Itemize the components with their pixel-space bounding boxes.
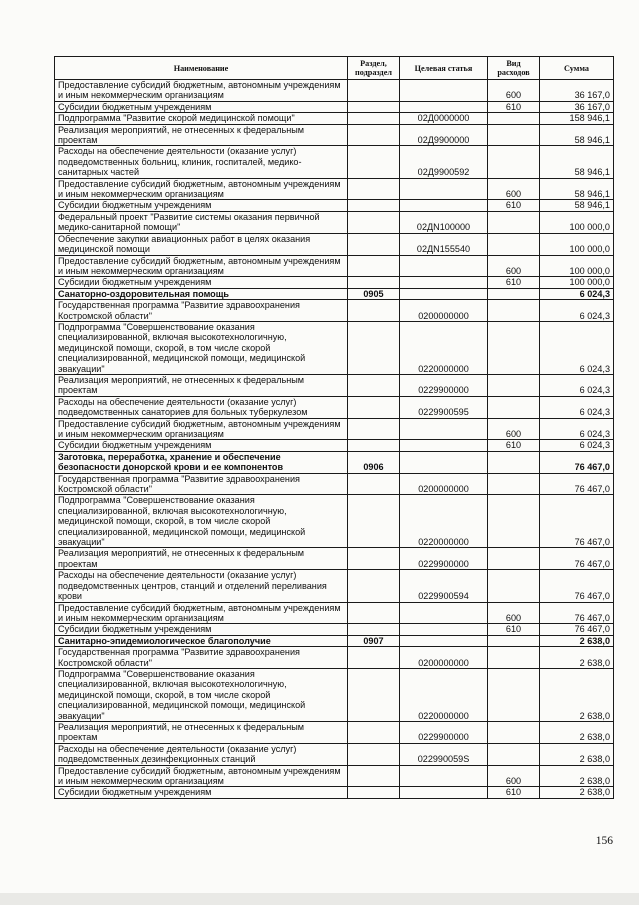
cell-section [348, 548, 400, 570]
cell-target [400, 765, 488, 787]
table-row [55, 113, 614, 124]
cell-kind [488, 288, 540, 299]
table-row [55, 570, 614, 602]
cell-section [348, 787, 400, 798]
cell-target [400, 440, 488, 451]
cell-name: Подпрограмма "Совершенствование оказания специализированной, включая высокотехнологичную, медицинской помощи, скорой, в том числе скорой специализированной, медицинской помощи, медицинской эвакуации" [55, 495, 348, 548]
cell-section [348, 668, 400, 721]
cell-target [400, 787, 488, 798]
cell-sum: 6 024,3 [540, 440, 614, 451]
cell-section: 0906 [348, 451, 400, 473]
cell-name: Подпрограмма "Развитие скорой медицинской помощи" [55, 113, 348, 124]
table-row [55, 233, 614, 255]
cell-sum: 2 638,0 [540, 647, 614, 669]
cell-section [348, 101, 400, 112]
table-row [55, 647, 614, 669]
cell-kind: 610 [488, 277, 540, 288]
table-row [55, 211, 614, 233]
cell-sum: 2 638,0 [540, 765, 614, 787]
cell-sum: 6 024,3 [540, 374, 614, 396]
cell-sum: 2 638,0 [540, 721, 614, 743]
cell-section [348, 124, 400, 146]
table-row [55, 321, 614, 374]
cell-sum: 58 946,1 [540, 178, 614, 200]
cell-target [400, 80, 488, 102]
cell-name: Расходы на обеспечение деятельности (оказание услуг) подведомственных центров, станций и отделений переливания крови [55, 570, 348, 602]
cell-name: Государственная программа "Развитие здравоохранения Костромской области" [55, 473, 348, 495]
table-row [55, 602, 614, 624]
cell-name: Расходы на обеспечение деятельности (оказание услуг) подведомственных санаториев для больных туберкулезом [55, 396, 348, 418]
cell-sum: 2 638,0 [540, 743, 614, 765]
cell-name: Государственная программа "Развитие здравоохранения Костромской области" [55, 300, 348, 322]
table-row [55, 495, 614, 548]
table-row [55, 743, 614, 765]
cell-name: Субсидии бюджетным учреждениям [55, 440, 348, 451]
cell-sum: 76 467,0 [540, 602, 614, 624]
cell-name: Предоставление субсидий бюджетным, автономным учреждениям и иным некоммерческим организациям [55, 255, 348, 277]
cell-kind [488, 396, 540, 418]
table-row [55, 473, 614, 495]
cell-kind [488, 146, 540, 178]
cell-kind [488, 548, 540, 570]
cell-section [348, 374, 400, 396]
cell-kind [488, 495, 540, 548]
cell-sum: 100 000,0 [540, 233, 614, 255]
table-row [55, 721, 614, 743]
cell-target: 02Д9900592 [400, 146, 488, 178]
cell-name: Субсидии бюджетным учреждениям [55, 787, 348, 798]
cell-kind: 600 [488, 602, 540, 624]
cell-kind [488, 374, 540, 396]
cell-target: 0229900000 [400, 721, 488, 743]
cell-target: 02ДN155540 [400, 233, 488, 255]
cell-kind [488, 473, 540, 495]
cell-name: Предоставление субсидий бюджетным, автономным учреждениям и иным некоммерческим организациям [55, 178, 348, 200]
cell-kind: 600 [488, 80, 540, 102]
cell-target: 022990059S [400, 743, 488, 765]
header-section: Раздел, подраздел [348, 57, 400, 80]
cell-sum: 2 638,0 [540, 787, 614, 798]
cell-section [348, 200, 400, 211]
cell-target [400, 255, 488, 277]
cell-target: 02Д9900000 [400, 124, 488, 146]
cell-name: Субсидии бюджетным учреждениям [55, 277, 348, 288]
table-row [55, 101, 614, 112]
cell-section [348, 473, 400, 495]
page-number: 156 [595, 835, 613, 847]
cell-name: Реализация мероприятий, не отнесенных к федеральным проектам [55, 374, 348, 396]
cell-sum: 6 024,3 [540, 396, 614, 418]
cell-name: Реализация мероприятий, не отнесенных к федеральным проектам [55, 548, 348, 570]
table-header-row [55, 57, 614, 80]
cell-sum: 76 467,0 [540, 473, 614, 495]
cell-sum: 76 467,0 [540, 548, 614, 570]
cell-sum: 58 946,1 [540, 146, 614, 178]
cell-section [348, 602, 400, 624]
cell-kind: 610 [488, 787, 540, 798]
cell-kind [488, 647, 540, 669]
cell-sum: 6 024,3 [540, 288, 614, 299]
cell-target [400, 101, 488, 112]
table-row [55, 374, 614, 396]
cell-kind: 610 [488, 101, 540, 112]
header-name: Наименование [55, 57, 348, 80]
table-row [55, 80, 614, 102]
cell-name: Предоставление субсидий бюджетным, автономным учреждениям и иным некоммерческим организациям [55, 602, 348, 624]
scan-bottom-strip [0, 893, 639, 905]
header-sum: Сумма [540, 57, 614, 80]
cell-kind: 600 [488, 255, 540, 277]
cell-target [400, 178, 488, 200]
cell-target: 0229900594 [400, 570, 488, 602]
table-row [55, 418, 614, 440]
cell-kind [488, 451, 540, 473]
cell-kind: 610 [488, 440, 540, 451]
cell-kind: 600 [488, 765, 540, 787]
cell-target: 0220000000 [400, 668, 488, 721]
cell-target [400, 277, 488, 288]
cell-sum: 100 000,0 [540, 211, 614, 233]
cell-name: Обеспечение закупки авиационных работ в целях оказания медицинской помощи [55, 233, 348, 255]
cell-section [348, 743, 400, 765]
budget-document [54, 56, 613, 799]
cell-name: Государственная программа "Развитие здравоохранения Костромской области" [55, 647, 348, 669]
cell-section: 0907 [348, 635, 400, 646]
cell-name: Подпрограмма "Совершенствование оказания специализированной, включая высокотехнологичную, медицинской помощи, скорой, в том числе скорой специализированной, медицинской помощи, медицинской эвакуации" [55, 668, 348, 721]
cell-target: 0220000000 [400, 495, 488, 548]
table-row [55, 624, 614, 635]
cell-target [400, 288, 488, 299]
table-body [55, 80, 614, 799]
cell-name: Реализация мероприятий, не отнесенных к федеральным проектам [55, 721, 348, 743]
table-row [55, 200, 614, 211]
table-row [55, 300, 614, 322]
table-row [55, 668, 614, 721]
cell-kind [488, 233, 540, 255]
budget-table [54, 56, 614, 799]
cell-section [348, 624, 400, 635]
cell-sum: 36 167,0 [540, 101, 614, 112]
cell-name: Санитарно-эпидемиологическое благополучие [55, 635, 348, 646]
cell-section [348, 233, 400, 255]
cell-name: Субсидии бюджетным учреждениям [55, 101, 348, 112]
table-row [55, 124, 614, 146]
cell-name: Санаторно-оздоровительная помощь [55, 288, 348, 299]
header-target: Целевая статья [400, 57, 488, 80]
cell-kind: 600 [488, 178, 540, 200]
cell-kind [488, 300, 540, 322]
cell-sum: 58 946,1 [540, 124, 614, 146]
cell-target: 02ДN100000 [400, 211, 488, 233]
cell-target [400, 635, 488, 646]
cell-target [400, 418, 488, 440]
cell-name: Предоставление субсидий бюджетным, автономным учреждениям и иным некоммерческим организациям [55, 765, 348, 787]
cell-kind [488, 113, 540, 124]
cell-target [400, 602, 488, 624]
cell-name: Предоставление субсидий бюджетным, автономным учреждениям и иным некоммерческим организациям [55, 80, 348, 102]
cell-target [400, 451, 488, 473]
cell-sum: 76 467,0 [540, 495, 614, 548]
cell-name: Субсидии бюджетным учреждениям [55, 200, 348, 211]
cell-name: Расходы на обеспечение деятельности (оказание услуг) подведомственных больниц, клиник, госпиталей, медико-санитарных частей [55, 146, 348, 178]
cell-name: Подпрограмма "Совершенствование оказания специализированной, включая высокотехнологичную, медицинской помощи, скорой, в том числе скорой специализированной, медицинской помощи, медицинской эвакуации" [55, 321, 348, 374]
table-row [55, 277, 614, 288]
cell-sum: 6 024,3 [540, 418, 614, 440]
cell-kind [488, 635, 540, 646]
cell-sum: 2 638,0 [540, 635, 614, 646]
cell-sum: 6 024,3 [540, 321, 614, 374]
cell-kind [488, 321, 540, 374]
cell-section [348, 321, 400, 374]
cell-target: 0200000000 [400, 473, 488, 495]
table-row [55, 765, 614, 787]
cell-name: Предоставление субсидий бюджетным, автономным учреждениям и иным некоммерческим организациям [55, 418, 348, 440]
cell-sum: 58 946,1 [540, 200, 614, 211]
cell-kind [488, 743, 540, 765]
cell-kind [488, 570, 540, 602]
cell-section [348, 765, 400, 787]
table-row [55, 548, 614, 570]
table-row [55, 178, 614, 200]
cell-section [348, 277, 400, 288]
cell-section [348, 721, 400, 743]
cell-target: 0229900000 [400, 548, 488, 570]
cell-name: Расходы на обеспечение деятельности (оказание услуг) подведомственных дезинфекционных станций [55, 743, 348, 765]
cell-target [400, 200, 488, 211]
table-row [55, 451, 614, 473]
table-row [55, 288, 614, 299]
cell-section [348, 178, 400, 200]
cell-target: 0229900595 [400, 396, 488, 418]
cell-section [348, 146, 400, 178]
cell-name: Реализация мероприятий, не отнесенных к федеральным проектам [55, 124, 348, 146]
table-row [55, 635, 614, 646]
cell-target: 0200000000 [400, 647, 488, 669]
table-row [55, 255, 614, 277]
cell-section [348, 570, 400, 602]
cell-target: 0220000000 [400, 321, 488, 374]
cell-target [400, 624, 488, 635]
cell-sum: 100 000,0 [540, 255, 614, 277]
cell-section [348, 440, 400, 451]
cell-name: Субсидии бюджетным учреждениям [55, 624, 348, 635]
cell-section [348, 80, 400, 102]
cell-sum: 76 467,0 [540, 451, 614, 473]
cell-section: 0905 [348, 288, 400, 299]
cell-section [348, 300, 400, 322]
cell-sum: 100 000,0 [540, 277, 614, 288]
cell-target: 02Д0000000 [400, 113, 488, 124]
cell-name: Заготовка, переработка, хранение и обеспечение безопасности донорской крови и ее компонентов [55, 451, 348, 473]
cell-section [348, 396, 400, 418]
table-row [55, 146, 614, 178]
cell-kind: 610 [488, 200, 540, 211]
cell-name: Федеральный проект "Развитие системы оказания первичной медико-санитарной помощи" [55, 211, 348, 233]
cell-kind [488, 721, 540, 743]
cell-sum: 158 946,1 [540, 113, 614, 124]
cell-target: 0229900000 [400, 374, 488, 396]
cell-sum: 76 467,0 [540, 624, 614, 635]
cell-kind: 600 [488, 418, 540, 440]
cell-kind [488, 211, 540, 233]
cell-kind [488, 124, 540, 146]
cell-section [348, 418, 400, 440]
cell-kind: 610 [488, 624, 540, 635]
cell-section [348, 495, 400, 548]
cell-target: 0200000000 [400, 300, 488, 322]
cell-sum: 6 024,3 [540, 300, 614, 322]
cell-section [348, 647, 400, 669]
cell-section [348, 255, 400, 277]
cell-sum: 76 467,0 [540, 570, 614, 602]
cell-section [348, 211, 400, 233]
table-row [55, 440, 614, 451]
cell-sum: 36 167,0 [540, 80, 614, 102]
table-row [55, 396, 614, 418]
header-kind: Вид расходов [488, 57, 540, 80]
cell-sum: 2 638,0 [540, 668, 614, 721]
cell-section [348, 113, 400, 124]
cell-kind [488, 668, 540, 721]
table-row [55, 787, 614, 798]
